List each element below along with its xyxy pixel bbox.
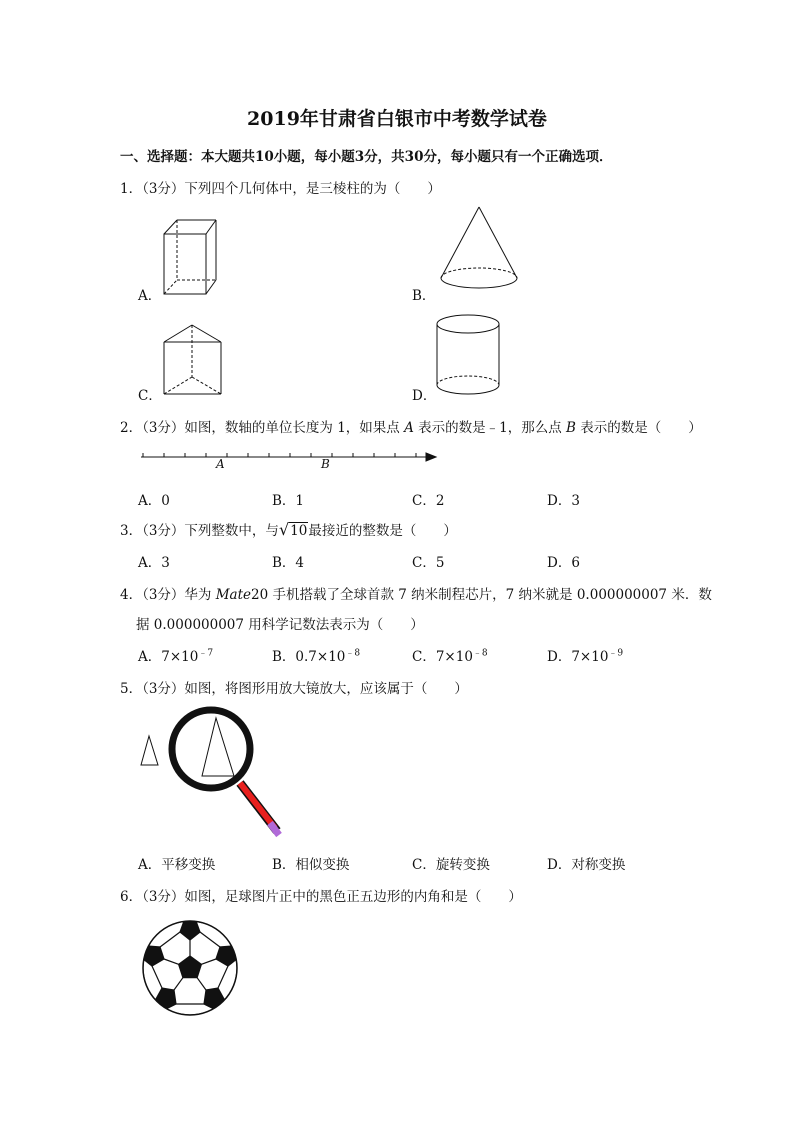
q5-option-d: D．对称变换 — [547, 857, 626, 873]
q3-option-a: A．3 — [138, 555, 170, 571]
q5-option-b: B．相似变换 — [272, 857, 350, 873]
q3-option-d: D．6 — [547, 555, 580, 571]
q5-option-a: A．平移变换 — [138, 857, 216, 873]
q1-figure-triangular-prism — [160, 322, 226, 398]
q1-option-d: D． — [412, 388, 437, 404]
page-title: 2019年甘肃省白银市中考数学试卷 — [247, 108, 547, 130]
q2-axis-label-a: A — [216, 457, 225, 471]
q4-option-c: C．$7\times 10^{﹣8}$ — [412, 648, 488, 665]
magnifier-handle — [240, 783, 275, 828]
q2-option-a: A．0 — [138, 493, 170, 509]
q5-stem: 5．（3分）如图，将图形用放大镜放大，应该属于（ ） — [120, 681, 468, 697]
q1-option-b: B． — [412, 288, 436, 304]
q4-option-a: A．$7\times 10^{﹣7}$ — [138, 648, 214, 665]
q2-option-d: D．3 — [547, 493, 580, 509]
q2-axis-label-b: B — [321, 457, 330, 471]
q2-stem: 2．（3分）如图，数轴的单位长度为 1，如果点 A 表示的数是﹣1，那么点 B 表示的数是（ ） — [120, 420, 702, 436]
q4-stem-line2: 据 0.000000007 用科学记数法表示为（ ） — [136, 617, 424, 633]
section-heading: 一、选择题：本大题共10小题，每小题3分，共30分，每小题只有一个正确选项． — [120, 149, 613, 165]
q2-number-line — [136, 446, 440, 472]
q3-stem: 3．（3分）下列整数中，与√10最接近的整数是（ ） — [120, 520, 457, 539]
q1-option-c: C． — [138, 388, 162, 404]
q4-option-d: D．$7\times 10^{﹣9}$ — [547, 648, 624, 665]
small-triangle — [141, 736, 158, 765]
q1-figure-rect-prism — [160, 216, 220, 298]
q3-radicand: 10 — [290, 523, 308, 539]
q1-option-a: A． — [138, 288, 162, 304]
q1-figure-cylinder — [433, 312, 503, 400]
q3-option-b: B．4 — [272, 555, 305, 571]
q5-magnifier-figure — [136, 705, 286, 841]
q6-soccer-ball — [140, 918, 240, 1018]
q6-stem: 6．（3分）如图，足球图片正中的黑色正五边形的内角和是（ ） — [120, 889, 522, 905]
q1-figure-cone — [436, 204, 522, 296]
q1-stem: 1．（3分）下列四个几何体中，是三棱柱的为（ ） — [120, 181, 441, 197]
q2-option-b: B．1 — [272, 493, 305, 509]
q3-option-c: C．5 — [412, 555, 445, 571]
q4-stem-line1: 4．（3分）华为 Mate20 手机搭载了全球首款 7 纳米制程芯片，7 纳米就是 0.000000007 米．数 — [120, 587, 712, 603]
q2-option-c: C．2 — [412, 493, 445, 509]
q4-option-b: B．$0.7\times 10^{﹣8}$ — [272, 648, 361, 665]
q5-option-c: C．旋转变换 — [412, 857, 490, 873]
